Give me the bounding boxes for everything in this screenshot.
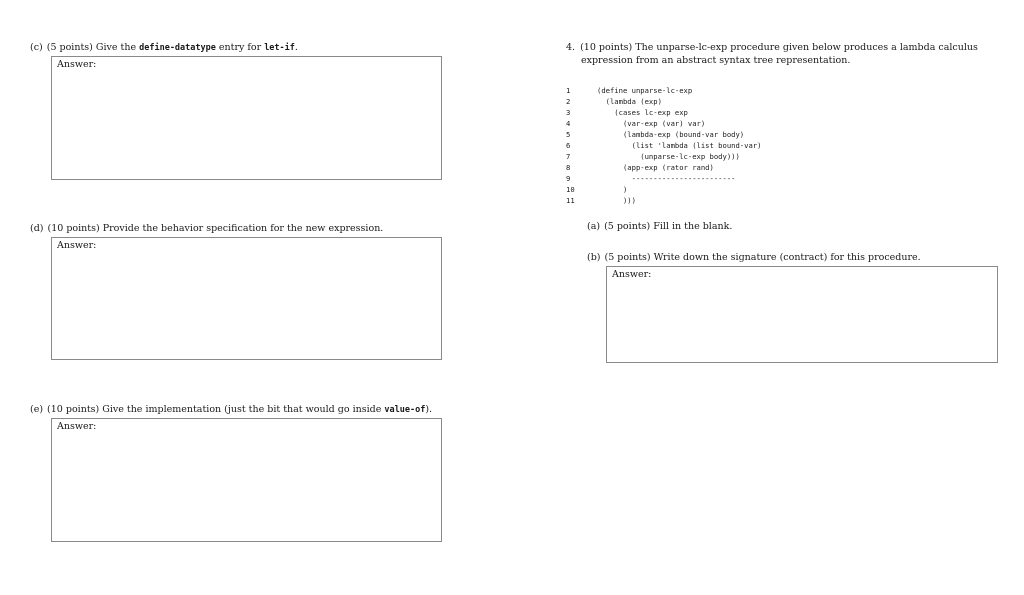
fill-in-blank: ------------------------: [597, 174, 736, 183]
code-line: 9 ------------------------: [566, 174, 736, 183]
question-e-text: (10 points) Give the implementation (just the bit that would go inside: [47, 404, 385, 415]
question-4: [566, 42, 978, 67]
question-e-code-valueof: value-of: [384, 405, 426, 415]
code-line: 7 (unparse-lc-exp body))): [566, 152, 740, 161]
code-line: 5 (lambda-exp (bound-var body): [566, 130, 745, 139]
question-4b-text: (5 points) Write down the signature (contract) for this procedure.: [604, 252, 921, 263]
question-c-number: (c): [30, 42, 43, 53]
question-4-line-1: 4. (10 points) The unparse-lc-exp procedure given below produces a lambda calculus: [566, 42, 978, 53]
question-d-text: (10 points) Provide the behavior specification for the new expression.: [47, 223, 384, 234]
question-4a-number: (a): [587, 221, 601, 232]
code-line: 3 (cases lc-exp exp: [566, 108, 688, 117]
answer-box-4b[interactable]: [606, 266, 998, 363]
answer-label: Answer:: [612, 269, 652, 280]
code-line: 2 (lambda (exp): [566, 97, 662, 106]
question-4-line-2: expression from an abstract syntax tree representation.: [581, 54, 851, 66]
question-4b-number: (b): [587, 252, 601, 263]
question-c: (c) (5 points) Give the define-datatype entry for let-if.: [30, 42, 298, 53]
code-line: 1 (define unparse-lc-exp: [566, 86, 693, 95]
question-d: [30, 223, 383, 235]
answer-box-e[interactable]: [51, 418, 442, 542]
question-c-code-letif: let-if: [264, 43, 295, 53]
question-4a-text: (5 points) Fill in the blank.: [604, 221, 733, 232]
question-d-number: (d): [30, 223, 44, 234]
code-line: 6 (list 'lambda (list bound-var): [566, 141, 762, 150]
question-e: (e) (10 points) Give the implementation (just the bit that would go inside value-of).: [30, 404, 433, 415]
answer-label: Answer:: [57, 240, 97, 251]
question-c-text: (5 points) Give the: [46, 42, 140, 53]
question-4-number: 4.: [566, 42, 576, 53]
answer-label: Answer:: [57, 421, 97, 432]
code-line: 10 ): [566, 185, 628, 194]
question-c-code-datatype: define-datatype: [139, 43, 216, 53]
question-4b: [587, 252, 921, 264]
question-4a: [587, 221, 732, 233]
code-line: 8 (app-exp (rator rand): [566, 163, 714, 172]
code-line: 4 (var-exp (var) var): [566, 119, 706, 128]
code-line: 11 ))): [566, 196, 636, 205]
question-e-number: (e): [30, 404, 44, 415]
answer-box-c[interactable]: [51, 56, 442, 180]
answer-box-d[interactable]: [51, 237, 442, 360]
answer-label: Answer:: [57, 59, 97, 70]
